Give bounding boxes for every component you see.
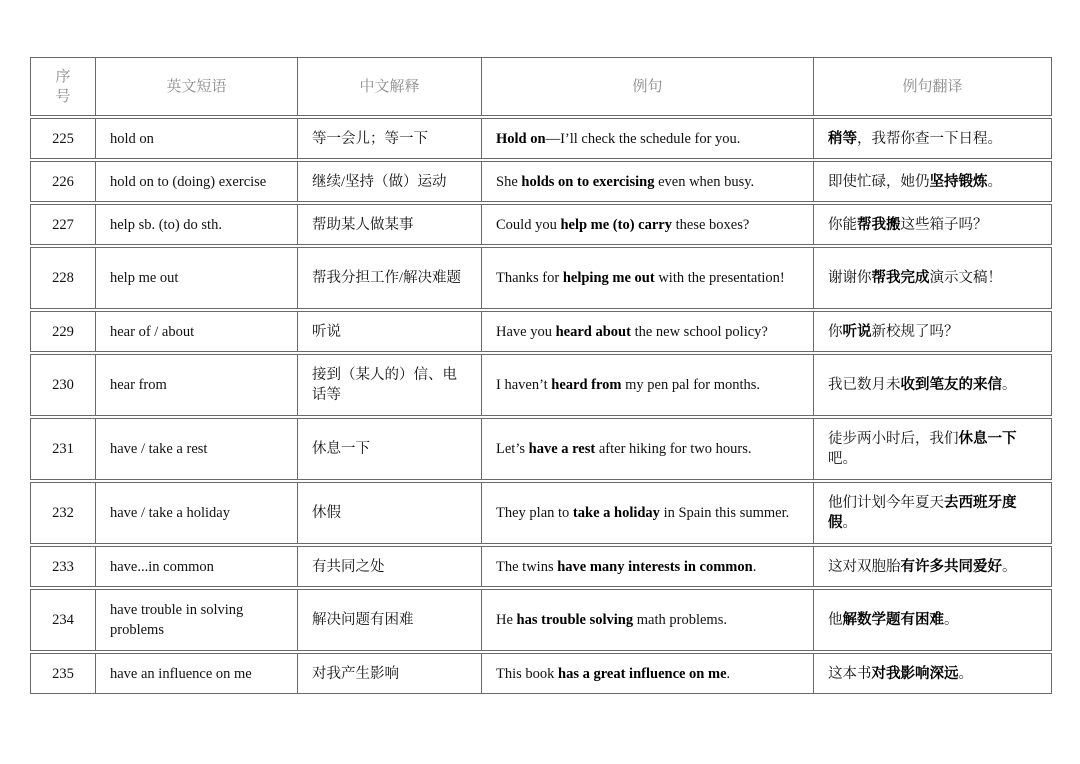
key-phrase-highlight: 听说 <box>842 323 872 340</box>
example-sentence: He has trouble solving math problems. <box>482 589 814 651</box>
table-row <box>30 161 1052 202</box>
chinese-meaning: 休息一下 <box>298 418 482 480</box>
example-translation: 我已数月未收到笔友的来信。 <box>814 354 1052 416</box>
table-header <box>30 57 1052 116</box>
row-index: 235 <box>30 653 96 694</box>
vocabulary-table <box>30 55 1052 696</box>
english-phrase: help me out <box>96 247 298 309</box>
example-translation: 他们计划今年夏天去西班牙度假。 <box>814 482 1052 544</box>
table-row <box>30 418 1052 480</box>
key-phrase-highlight: 对我影响深远 <box>871 665 959 682</box>
key-phrase-highlight: heard about <box>555 323 631 340</box>
english-phrase: have an influence on me <box>96 653 298 694</box>
chinese-meaning: 听说 <box>298 311 482 352</box>
example-sentence: Thanks for helping me out with the presentation! <box>482 247 814 309</box>
row-index: 229 <box>30 311 96 352</box>
key-phrase-highlight: has trouble solving <box>516 612 634 628</box>
key-phrase-highlight: 坚持锻炼 <box>929 173 988 190</box>
key-phrase-highlight: 帮我搬 <box>857 216 901 233</box>
key-phrase-highlight: heard from <box>551 377 622 393</box>
row-index: 228 <box>30 247 96 309</box>
row-index: 226 <box>30 161 96 202</box>
header-chinese-meaning: 中文解释 <box>298 57 482 116</box>
row-index: 233 <box>30 546 96 587</box>
example-sentence: She holds on to exercising even when busy. <box>482 161 814 202</box>
row-index: 234 <box>30 589 96 651</box>
key-phrase-highlight: Hold on <box>496 130 546 147</box>
example-translation: 你能帮我搬这些箱子吗？ <box>814 204 1052 245</box>
table-body <box>30 118 1052 694</box>
example-translation: 徒步两小时后，我们休息一下吧。 <box>814 418 1052 480</box>
example-sentence: I haven’t heard from my pen pal for months. <box>482 354 814 416</box>
chinese-meaning: 有共同之处 <box>298 546 482 587</box>
table-row <box>30 247 1052 309</box>
example-sentence: This book has a great influence on me. <box>482 653 814 694</box>
english-phrase: have...in common <box>96 546 298 587</box>
chinese-meaning: 对我产生影响 <box>298 653 482 694</box>
english-phrase: hear from <box>96 354 298 416</box>
english-phrase: have / take a rest <box>96 418 298 480</box>
chinese-meaning: 帮助某人做某事 <box>298 204 482 245</box>
table-row <box>30 118 1052 159</box>
key-phrase-highlight: helping me out <box>562 270 655 286</box>
table-row <box>30 204 1052 245</box>
example-sentence: Have you heard about the new school policy? <box>482 311 814 352</box>
english-phrase: help sb. (to) do sth. <box>96 204 298 245</box>
chinese-meaning: 休假 <box>298 482 482 544</box>
row-index: 225 <box>30 118 96 159</box>
example-translation: 即使忙碌，她仍坚持锻炼。 <box>814 161 1052 202</box>
table-row <box>30 482 1052 544</box>
key-phrase-highlight: 休息一下 <box>958 431 1017 447</box>
table-row <box>30 653 1052 694</box>
example-translation: 这对双胞胎有许多共同爱好。 <box>814 546 1052 587</box>
key-phrase-highlight: have many interests in common <box>557 558 753 575</box>
header-english-phrase: 英文短语 <box>96 57 298 116</box>
table-row <box>30 546 1052 587</box>
key-phrase-highlight: holds on to exercising <box>521 173 655 190</box>
key-phrase-highlight: 稍等 <box>828 130 857 147</box>
chinese-meaning: 帮我分担工作/解决难题 <box>298 247 482 309</box>
example-sentence: Hold on—I’ll check the schedule for you. <box>482 118 814 159</box>
header-example-sentence: 例句 <box>482 57 814 116</box>
key-phrase-highlight: 解数学题有困难 <box>842 612 944 628</box>
example-sentence: Let’s have a rest after hiking for two hours. <box>482 418 814 480</box>
key-phrase-highlight: 收到笔友的来信 <box>900 377 1002 393</box>
row-index: 232 <box>30 482 96 544</box>
key-phrase-highlight: take a holiday <box>572 505 660 521</box>
key-phrase-highlight: help me (to) carry <box>560 216 672 233</box>
table-row <box>30 311 1052 352</box>
example-sentence: Could you help me (to) carry these boxes? <box>482 204 814 245</box>
example-translation: 他解数学题有困难。 <box>814 589 1052 651</box>
english-phrase: have trouble in solving problems <box>96 589 298 651</box>
row-index: 227 <box>30 204 96 245</box>
english-phrase: hear of / about <box>96 311 298 352</box>
example-translation: 你听说新校规了吗？ <box>814 311 1052 352</box>
english-phrase: have / take a holiday <box>96 482 298 544</box>
example-translation: 稍等，我帮你查一下日程。 <box>814 118 1052 159</box>
english-phrase: hold on <box>96 118 298 159</box>
key-phrase-highlight: has a great influence on me <box>558 665 727 682</box>
chinese-meaning: 解决问题有困难 <box>298 589 482 651</box>
header-index: 序 号 <box>30 57 96 116</box>
example-translation: 这本书对我影响深远。 <box>814 653 1052 694</box>
row-index: 231 <box>30 418 96 480</box>
header-example-translation: 例句翻译 <box>814 57 1052 116</box>
key-phrase-highlight: have a rest <box>528 441 596 457</box>
key-phrase-highlight: 有许多共同爱好 <box>900 558 1002 575</box>
table-row <box>30 589 1052 651</box>
chinese-meaning: 继续/坚持（做）运动 <box>298 161 482 202</box>
example-sentence: They plan to take a holiday in Spain this summer. <box>482 482 814 544</box>
table-row <box>30 354 1052 416</box>
header-row <box>30 57 1052 116</box>
chinese-meaning: 等一会儿；等一下 <box>298 118 482 159</box>
example-translation: 谢谢你帮我完成演示文稿！ <box>814 247 1052 309</box>
key-phrase-highlight: 帮我完成 <box>871 270 930 286</box>
chinese-meaning: 接到（某人的）信、电话等 <box>298 354 482 416</box>
example-sentence: The twins have many interests in common. <box>482 546 814 587</box>
row-index: 230 <box>30 354 96 416</box>
key-phrase-highlight: 去西班牙度假 <box>828 495 1017 531</box>
english-phrase: hold on to (doing) exercise <box>96 161 298 202</box>
